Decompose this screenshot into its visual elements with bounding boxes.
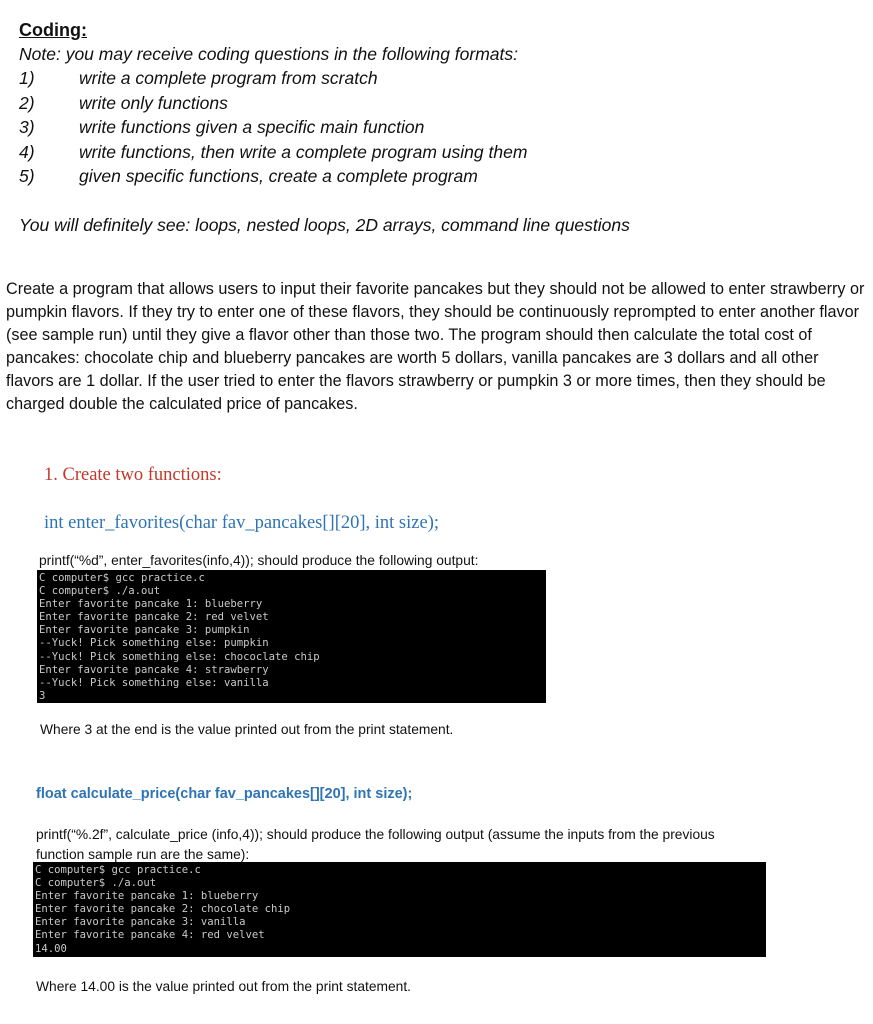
list-item [19,93,719,117]
terminal-output-1 [37,570,546,703]
terminal-line: Enter favorite pancake 1: blueberry [39,598,263,611]
list-number: 2) [19,92,35,113]
list-number: 4) [19,141,35,162]
output-note-2: Where 14.00 is the value printed out from the print statement. [36,979,412,994]
terminal-line: Enter favorite pancake 3: pumpkin [39,624,250,637]
terminal-line: 14.00 [35,942,67,955]
terminal-line: Enter favorite pancake 2: red velvet [39,611,269,624]
list-text: write functions given a specific main function [79,117,425,137]
step-heading: 1. Create two functions: [44,465,222,485]
list-item [19,166,719,190]
list-number: 3) [19,117,35,137]
function-signature-enter-favorites: int enter_favorites(char fav_pancakes[][20], int size); [44,513,439,533]
terminal-line: C computer$ gcc practice.c [39,572,205,584]
printf-example-2: printf(“%.2f”, calculate_price (info,4)); should produce the following output (assume the inputs from the previous function sample run are the same): [36,827,715,862]
terminal-line: Enter favorite pancake 3: vanilla [35,916,246,929]
terminal-line: Enter favorite pancake 4: red velvet [35,929,265,942]
terminal-output-2 [33,862,766,957]
list-text: given specific functions, create a complete program [79,166,478,186]
list-text: write functions, then write a complete program using them [79,141,528,162]
list-item [19,117,719,141]
terminal-line: --Yuck! Pick something else: chococlate chip [39,650,320,663]
output-note-1: Where 3 at the end is the value printed out from the print statement. [40,722,454,737]
terminal-line: Enter favorite pancake 4: strawberry [39,663,269,676]
list-text: write a complete program from scratch [79,68,378,88]
printf-example-1: printf(“%d”, enter_favorites(info,4)); should produce the following output: [39,553,479,568]
topics-note: You will definitely see: loops, nested loops, 2D arrays, command line questions [19,215,630,235]
terminal-line: --Yuck! Pick something else: pumpkin [39,637,269,650]
terminal-line: 3 [39,689,46,702]
terminal-line: Enter favorite pancake 2: chocolate chip [35,903,291,916]
list-number: 5) [19,166,35,186]
terminal-line: C computer$ ./a.out [39,585,161,598]
list-item [19,68,719,92]
problem-statement: Create a program that allows users to input their favorite pancakes but they should not be allowed to enter strawberry or pumpkin flavors. If they try to enter one of these flavors, they should be continuously reprompted to enter another flavor (see sample run) until they give a flavor other than those two. The program should then calculate the total cost of pancakes: chocolate chip and blueberry pancakes are worth 5 dollars, vanilla pancakes are 3 dollars and all other flavors are 1 dollar. If the user tried to enter the flavors strawberry or pumpkin 3 or more times, then they should be charged double the calculated price of pancakes. [6,280,865,414]
list-text: write only functions [79,92,228,113]
terminal-line: C computer$ ./a.out [35,877,157,890]
function-signature-calculate-price: float calculate_price(char fav_pancakes[][20], int size); [36,786,413,802]
terminal-line: --Yuck! Pick something else: vanilla [39,676,269,689]
format-note: Note: you may receive coding questions in the following formats: [19,44,519,64]
section-heading: Coding: [19,20,87,40]
list-item [19,142,719,166]
terminal-line: Enter favorite pancake 1: blueberry [35,890,259,903]
list-number: 1) [19,68,35,88]
terminal-line: C computer$ gcc practice.c [35,864,201,876]
